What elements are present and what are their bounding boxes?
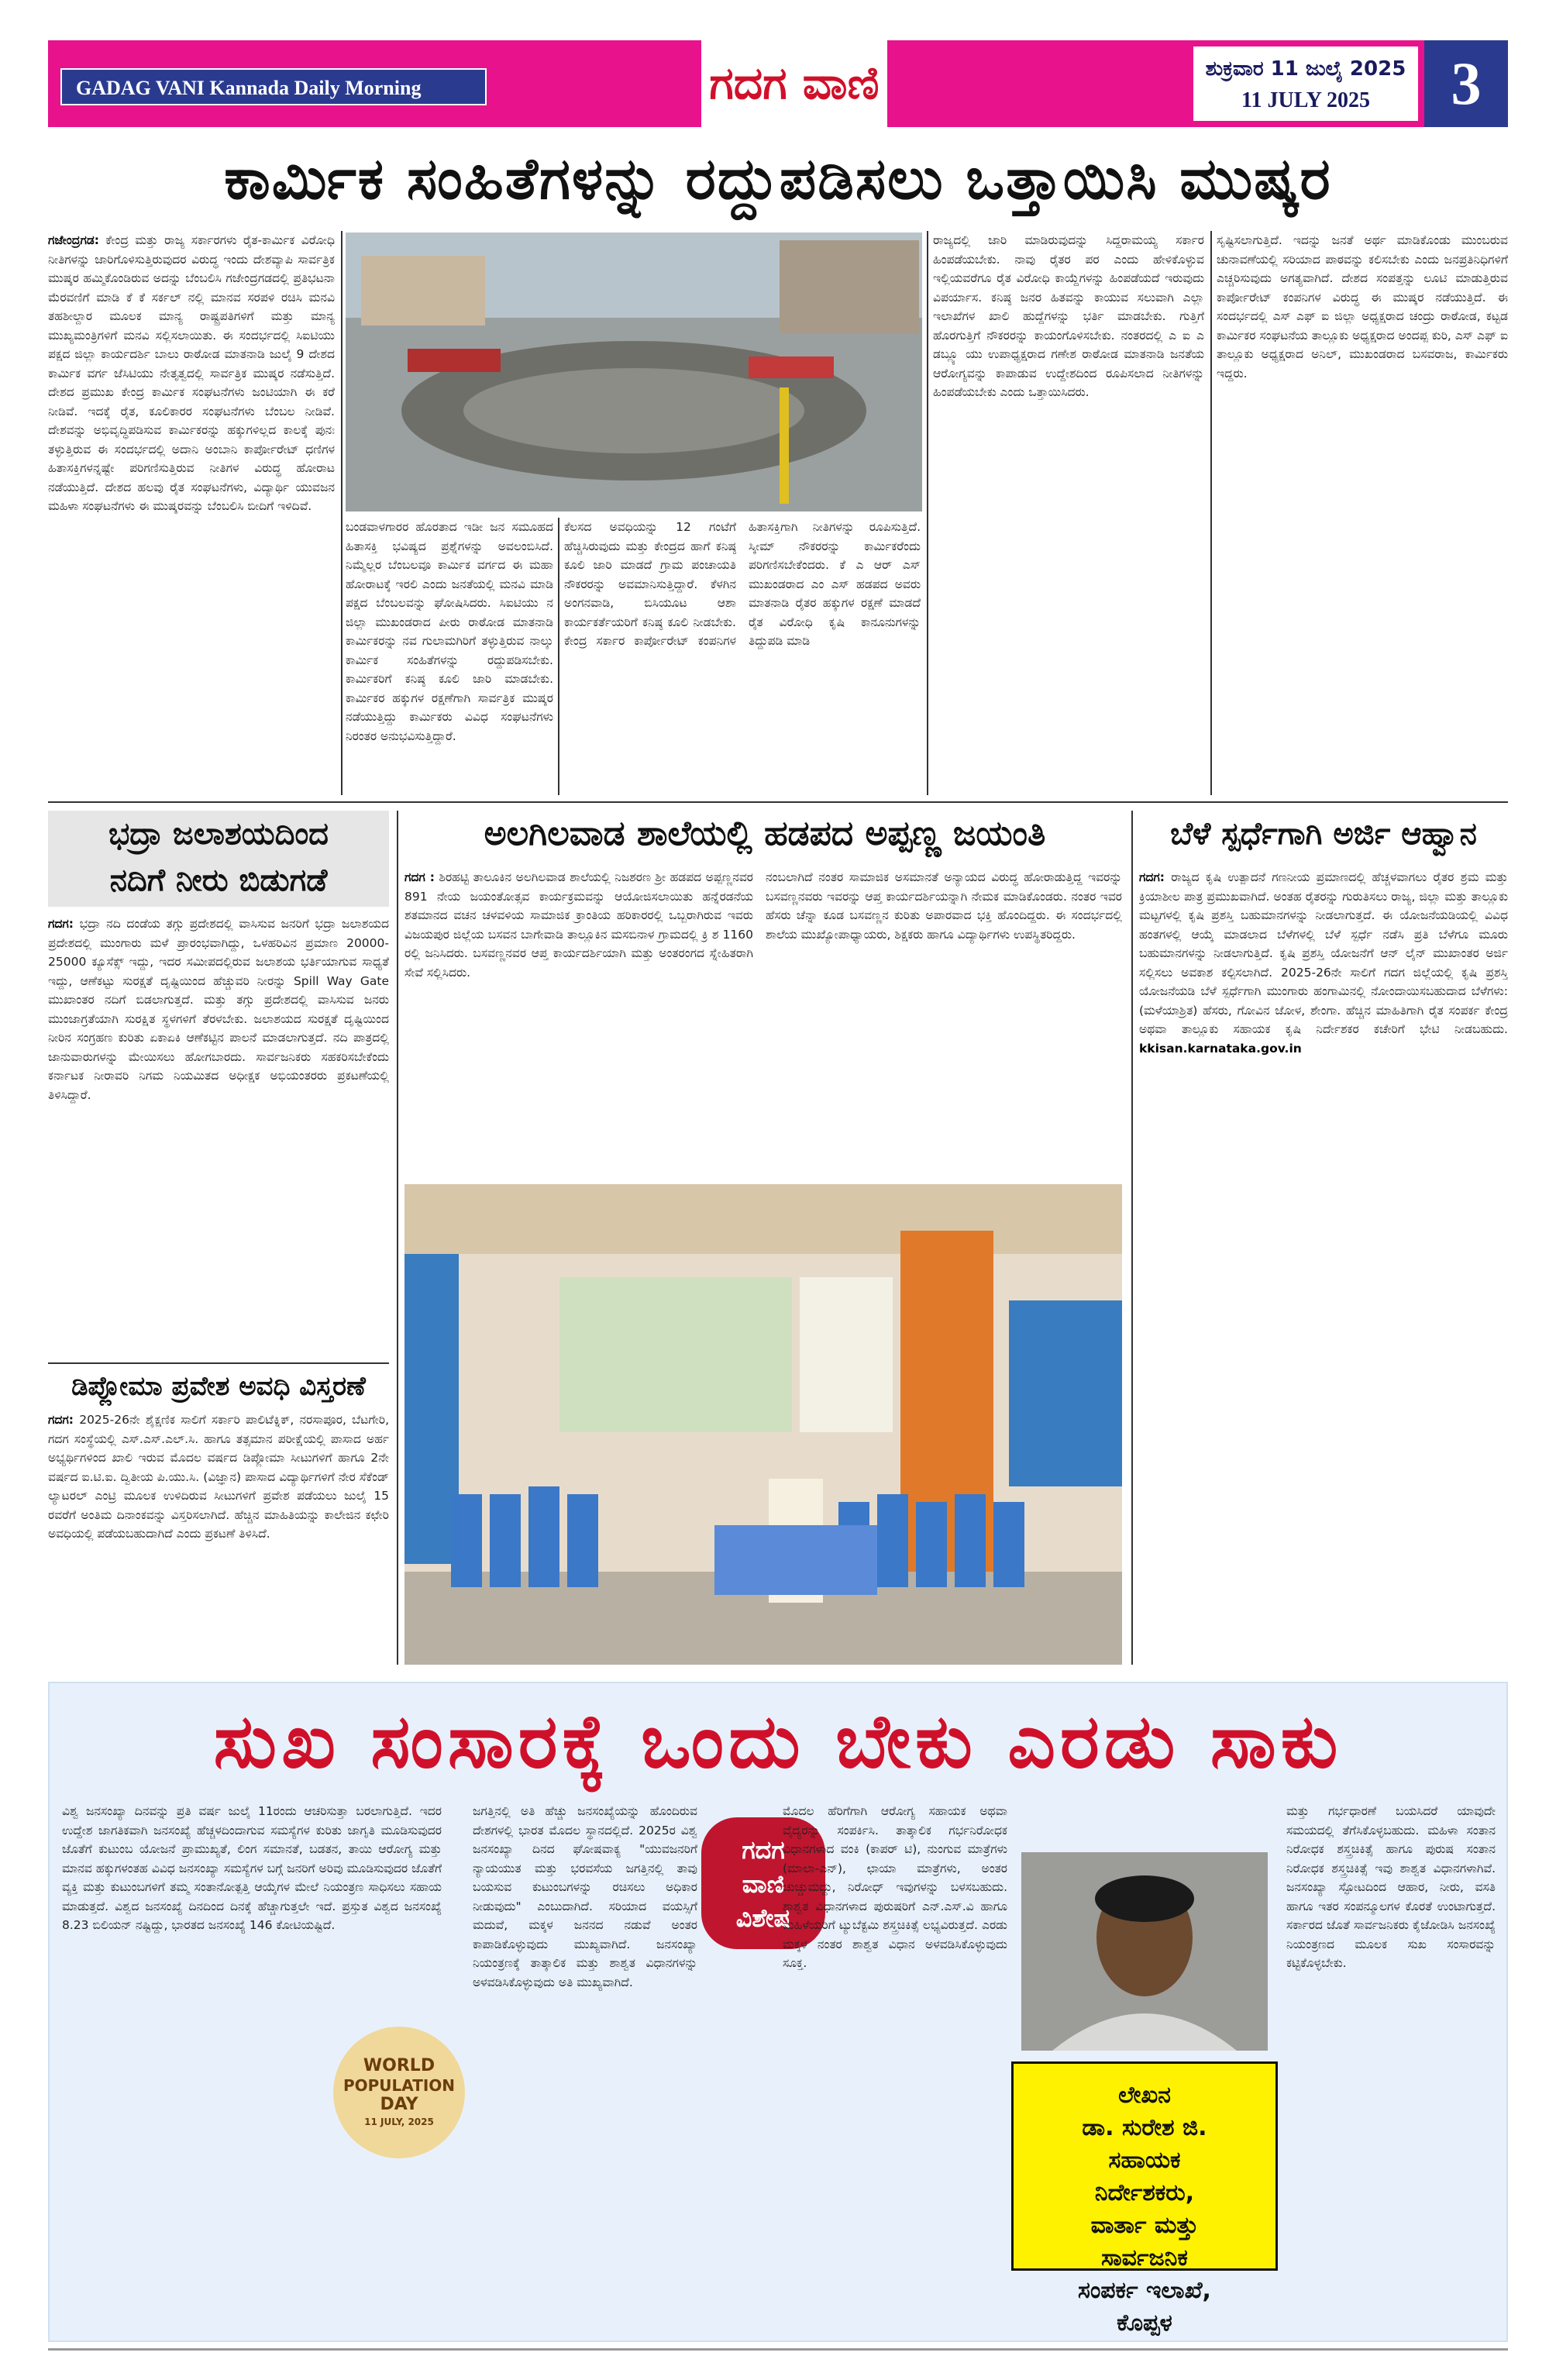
- column-divider: [927, 231, 928, 795]
- appanna-col2: ನಂಬಲಾಗಿದೆ ನಂತರ ಸಾಮಾಜಿಕ ಅಸಮಾನತೆ ಅನ್ಯಾಯದ ವಿರುದ್ಧ ಹೋರಾಡುತ್ತಿದ್ದ ಇವರನ್ನು ಬಸವಣ್ಣನವರು ಇವರನ್ನು ಆಪ್ತ ಕಾರ್ಯದರ್ಶಿಯನ್ನಾಗಿ ನೇಮಕ ಮಾಡಿಕೊಂಡರು. ನಂತರ ಇವರ ಹೆಸರು ಚೆನ್ನಾ ಕೂಡ ಬಸವಣ್ಣನ ಕುರಿತು ಅಪಾರವಾದ ಭಕ್ತಿ ಹೊಂದಿದ್ದರು. ಈ ಸಂದರ್ಭದಲ್ಲಿ ಶಾಲೆಯ ಮುಖ್ಯೋಪಾಧ್ಯಾಯರು, ಶಿಕ್ಷಕರು ಹಾಗೂ ವಿದ್ಯಾರ್ಥಿಗಳು ಉಪಸ್ಥಿತರಿದ್ದರು.: [766, 870, 1122, 942]
- wpd-line3: DAY: [380, 2095, 418, 2114]
- lead-story-col3: ಕೆಲಸದ ಅವಧಿಯನ್ನು 12 ಗಂಟೆಗೆ ಹೆಚ್ಚಿಸಿರುವುದು ಮತ್ತು ಕೇಂದ್ರದ ಹಾಗೆ ಕನಿಷ್ಠ ಕೂಲಿ ಜಾರಿ ಮಾಡದೆ ಗ್ರಾಮ ಪಂಚಾಯತಿ ನೌಕರರನ್ನು ಅವಮಾನಿಸುತ್ತಿದ್ದಾರೆ. ಕೆಳಗಿನ ಅಂಗನವಾಡಿ, ಬಿಸಿಯೂಟ ಆಶಾ ಕಾರ್ಯಕರ್ತೆಯರಿಗೆ ಕನಿಷ್ಠ ಕೂಲಿ ನೀಡಬೇಕು. ಕೇಂದ್ರ ಸರ್ಕಾರ ಕಾರ್ಪೋರೇಟ್ ಕಂಪನಿಗಳ ಹಿತಾಸಕ್ತಿಗಾಗಿ ನೀತಿಗಳನ್ನು ರೂಪಿಸುತ್ತಿದೆ. ಸ್ಕೀಮ್ ನೌಕರರನ್ನು ಕಾರ್ಮಿಕರೆಂದು ಪರಿಗಣಿಸಬೇಕೆಂದರು. ಕೆ ಎ ಆರ್ ಎಸ್ ಮುಖಂಡರಾದ ಎಂ ಎಸ್ ಹಡಪದ ಅವರು ಮಾತನಾಡಿ ರೈತರ ಹಕ್ಕುಗಳ ರಕ್ಷಣೆ ಮಾಡದೆ ರೈತ ವಿರೋಧಿ ಕೃಷಿ ಕಾನೂನುಗಳನ್ನು ತಿದ್ದುಪಡಿ ಮಾಡಿ: [564, 520, 921, 648]
- column-divider: [341, 231, 343, 795]
- appanna-col1-text: ಶಿರಹಟ್ಟಿ ತಾಲೂಕಿನ ಅಲಗಿಲವಾಡ ಶಾಲೆಯಲ್ಲಿ ನಿಜಶರಣ ಶ್ರೀ ಹಡಪದ ಅಪ್ಪಣ್ಣನವರ 891 ನೇಯ ಜಯಂತೋತ್ಸವ ಕಾರ್ಯಕ್ರಮವನ್ನು ಆಯೋಜಿಸಲಾಯಿತು ಹನ್ನೆರಡನೆಯ ಶತಮಾನದ ವಚನ ಚಳವಳಿಯ ಸಾಮಾಜಿಕ ಕ್ರಾಂತಿಯ ಹರಿಕಾರರಲ್ಲಿ ಒಬ್ಬರಾಗಿರುವ ಇವರು ವಿಜಯಪುರ ಜಿಲ್ಲೆಯ ಬಸವನ ಬಾಗೇವಾಡಿ ತಾಲ್ಲೂಕಿನ ಮಸಬಿನಾಳ ಗ್ರಾಮದಲ್ಲಿ ಕ್ರಿ ಶ 1160 ರಲ್ಲಿ ಜನಿಸಿದರು. ಬಸವಣ್ಣನವರ ಆಪ್ತ ಕಾರ್ಯದರ್ಶಿಯಾಗಿ ಮತ್ತು ಅಂತರಂಗದ ಸ್ನೇಹಿತರಾಗಿ ಸೇವೆ ಸಲ್ಲಿಸಿದರು.: [404, 870, 753, 980]
- page-number: 3: [1424, 40, 1508, 127]
- bele-body: [1139, 868, 1508, 1665]
- bhadra-body: [48, 914, 389, 1356]
- feature-col1-top: ವಿಶ್ವ ಜನಸಂಖ್ಯಾ ದಿನವನ್ನು ಪ್ರತಿ ವರ್ಷ ಜುಲೈ 11ರಂದು ಆಚರಿಸುತ್ತಾ ಬರಲಾಗುತ್ತಿದೆ. ಇದರ ಉದ್ದೇಶ ಜಾಗತಿಕವಾಗಿ ಜನಸಂಖ್ಯೆ ಹೆಚ್ಚಳದಿಂದಾಗುವ ಸಮಸ್ಯೆಗಳ ಕುರಿತು ಜಾಗೃತಿ ಮೂಡಿಸುವುದರ ಜೊತೆಗೆ ಕುಟುಂಬ ಯೋಜನೆ ಪ್ರಾಮುಖ್ಯತೆ, ಲಿಂಗ ಸಮಾನತೆ, ಬಡತನ, ತಾಯಿ ಆರೋಗ್ಯ ಮತ್ತು ಮಾನವ ಹಕ್ಕುಗಳಂತಹ ವಿವಿಧ ಜನಸಂಖ್ಯಾ ಸಮಸ್ಯೆಗಳ ಬಗ್ಗೆ ಜನರಿಗೆ ಅರಿವು ಮೂಡಿಸುವುದರ ಜೊತೆಗೆ ವ್ಯಕ್ತಿ ಮತ್ತು ಕುಟುಂಬಗಳಿಗೆ ತಮ್ಮ ಸಂತಾನೋತ್ಪತ್ತಿ ಆಯ್ಕೆಗಳ ಮೇಲೆ ನಿಯಂತ್ರಣ ಸಾಧಿಸಲು ಸಹಾಯ ಮಾಡುತ್ತದೆ. ವಿಶ್ವದ ಜನಸಂಖ್ಯೆ ದಿನದಿಂದ ದಿನಕ್ಕೆ ಹೆಚ್ಚಾಗುತ್ತಲೇ ಇದೆ. ಪ್ರಸ್ತುತ ವಿಶ್ವದ ಜನಸಂಖ್ಯೆ 8.23 ಬಿಲಿಯನ್ ನಷ್ಟಿದ್ದು, ಭಾರತದ ಜನಸಂಖ್ಯೆ 146 ಕೋಟಿಯಷ್ಟಿದೆ.: [62, 1804, 442, 1932]
- diploma-dateline: ಗದಗ:: [48, 1413, 74, 1427]
- page-footer-rule: [48, 2348, 1508, 2351]
- lead-story-col5: ಸೃಷ್ಟಿಸಲಾಗುತ್ತಿದೆ. ಇದನ್ನು ಜನತೆ ಅರ್ಥ ಮಾಡಿಕೊಂಡು ಮುಂಬರುವ ಚುನಾವಣೆಯಲ್ಲಿ ಸರಿಯಾದ ಪಾಠವನ್ನು ಕಲಿಸಬೇಕು ಎಂದು ಜನಪ್ರತಿನಿಧಿಗಳಿಗೆ ಎಚ್ಚರಿಸುವುದು ಅಗತ್ಯವಾಗಿದೆ. ದೇಶದ ಸಂಪತ್ತನ್ನು ಲೂಟಿ ಮಾಡುತ್ತಿರುವ ಕಾರ್ಪೋರೇಟ್ ಕಂಪನಿಗಳ ವಿರುದ್ಧ ಈ ಮುಷ್ಕರ ನಡೆಯುತ್ತಿದೆ. ಈ ಸಂದರ್ಭದಲ್ಲಿ ಎಸ್ ಎಫ್ ಐ ಜಿಲ್ಲಾ ಅಧ್ಯಕ್ಷರಾದ ಚಂದ್ರು ರಾಠೋಡ, ಕಟ್ಟಡ ಕಾರ್ಮಿಕರ ಸಂಘಟನೆಯ ತಾಲ್ಲೂಕು ಅಧ್ಯಕ್ಷರಾದ ಅಂದಪ್ಪ ಕುರಿ, ಎಸ್ ಎಫ್ ಐ ತಾಲ್ಲೂಕು ಅಧ್ಯಕ್ಷರಾದ ಅನಿಲ್, ಮುಖಂಡರಾದ ಬಸವರಾಜ, ಕಾರ್ಮಿಕರು ಇದ್ದರು.: [1217, 233, 1508, 381]
- bhadra-dateline: ಗದಗ:: [48, 917, 74, 931]
- badge-line3: ವಿಶೇಷ: [735, 1903, 791, 1933]
- world-population-day-badge: [333, 2027, 465, 2158]
- feature-col4: ಮತ್ತು ಗರ್ಭಧಾರಣೆ ಬಯಸಿದರೆ ಯಾವುದೇ ಸಮಯದಲ್ಲಿ ತೆಗೆಸಿಕೊಳ್ಳಬಹುದು. ಮಹಿಳಾ ಸಂತಾನ ನಿರೋಧಕ ಶಸ್ತ್ರಚಿಕಿತ್ಸೆ ಹಾಗೂ ಪುರುಷ ಸಂತಾನ ನಿರೋಧಕ ಶಸ್ತ್ರಚಿಕಿತ್ಸೆ ಇವು ಶಾಶ್ವತ ವಿಧಾನಗಳಾಗಿವೆ. ಜನಸಂಖ್ಯಾ ಸ್ಫೋಟದಿಂದ ಆಹಾರ, ನೀರು, ವಸತಿ ಹಾಗೂ ಇತರ ಸಂಪನ್ಮೂಲಗಳ ಕೊರತೆ ಉಂಟಾಗುತ್ತದೆ. ಸರ್ಕಾರದ ಜೊತೆ ಸಾರ್ವಜನಿಕರು ಕೈಜೋಡಿಸಿ ಜನಸಂಖ್ಯೆ ನಿಯಂತ್ರಣದ ಮೂಲಕ ಸುಖ ಸಂಸಾರವನ್ನು ಕಟ್ಟಿಕೊಳ್ಳಬೇಕು.: [1286, 1804, 1496, 1970]
- bele-dateline: ಗದಗ:: [1139, 870, 1165, 884]
- column-divider: [1131, 811, 1133, 1665]
- author-role-3: ವಾರ್ತಾ ಮತ್ತು: [1090, 2212, 1199, 2239]
- date-english: 11 JULY 2025: [1241, 88, 1370, 112]
- wpd-date: 11 JULY, 2025: [364, 2117, 434, 2127]
- author-role-4: ಸಾರ್ವಜನಿಕ: [1101, 2244, 1188, 2272]
- diploma-text: 2025-26ನೇ ಶೈಕ್ಷಣಿಕ ಸಾಲಿಗೆ ಸರ್ಕಾರಿ ಪಾಲಿಟೆಕ್ನಿಕ್, ನರಸಾಪೂರ, ಬೆಟಗೇರಿ, ಗದಗ ಸಂಸ್ಥೆಯಲ್ಲಿ ಎಸ್.ಎಸ್.ಎಲ್.ಸಿ. ಹಾಗೂ ತತ್ಸಮಾನ ಪರೀಕ್ಷೆಯಲ್ಲಿ ಪಾಸಾದ ಅರ್ಹ ಅಭ್ಯರ್ಥಿಗಳಿಂದ ಖಾಲಿ ಇರುವ ಮೊದಲ ವರ್ಷದ ಡಿಪ್ಲೋಮಾ ಸೀಟುಗಳಿಗೆ ಹಾಗೂ 2ನೇ ವರ್ಷದ ಐ.ಟಿ.ಐ. ದ್ವಿತೀಯ ಪಿ.ಯು.ಸಿ. (ವಿಜ್ಞಾನ) ಪಾಸಾದ ವಿದ್ಯಾರ್ಥಿಗಳಿಗೆ ನೇರ ಸೆಕೆಂಡ್ ಲ್ಯಾಟರಲ್ ಎಂಟ್ರಿ ಮೂಲಕ ಉಳಿದಿರುವ ಸೀಟುಗಳಿಗೆ ಪ್ರವೇಶ ಪಡೆಯಲು ಜುಲೈ 15 ರವರೆಗೆ ಅಂತಿಮ ದಿನಾಂಕವನ್ನು ವಿಸ್ತರಿಸಲಾಗಿದೆ. ಹೆಚ್ಚಿನ ಮಾಹಿತಿಯನ್ನು ಕಾಲೇಜಿನ ಕಛೇರಿ ಅವಧಿಯಲ್ಲಿ ಪಡೆಯಬಹುದಾಗಿದೆ ಎಂದು ಪ್ರಕಟಣೆ ತಿಳಿಸಿದೆ.: [48, 1413, 389, 1541]
- feature-headline: ಸುಖ ಸಂಸಾರಕ್ಕೆ ಒಂದು ಬೇಕು ಎರಡು ಸಾಕು: [213, 1698, 1343, 1785]
- column-divider: [397, 811, 398, 1665]
- author-photo: [1021, 1852, 1268, 2051]
- author-credit-box: [1011, 2061, 1278, 2337]
- bele-website: kkisan.karnataka.gov.in: [1139, 1041, 1302, 1056]
- author-role-5: ಸಂಪರ್ಕ ಇಲಾಖೆ,: [1078, 2277, 1211, 2304]
- lead-story-col1: [48, 231, 335, 795]
- bhadra-headline-line2: ನದಿಗೆ ನೀರು ಬಿಡುಗಡೆ: [109, 863, 328, 898]
- column-divider: [558, 518, 559, 795]
- bhadra-headline: [48, 811, 389, 907]
- bhadra-headline-line1: ಭದ್ರಾ ಜಲಾಶಯದಿಂದ: [108, 816, 329, 852]
- appanna-dateline: ಗದಗ :: [404, 870, 435, 884]
- author-role-6: ಕೊಪ್ಪಳ: [1117, 2309, 1172, 2337]
- wpd-line1: WORLD: [363, 2056, 435, 2075]
- protest-photo-image: [346, 232, 922, 511]
- lead-story-col2: ಬಂಡವಾಳಗಾರರ ಹೊರತಾದ ಇಡೀ ಜನ ಸಮೂಹದ ಹಿತಾಸಕ್ತಿ ಭವಿಷ್ಯದ ಪ್ರಶ್ನೆಗಳನ್ನು ಅವಲಂಬಿಸಿದೆ. ನಿಮ್ಮೆಲ್ಲರ ಬೆಂಬಲವೂ ಕಾರ್ಮಿಕ ವರ್ಗದ ಈ ಮಹಾ ಹೋರಾಟಕ್ಕೆ ಇರಲಿ ಎಂದು ಜನತೆಯಲ್ಲಿ ಮನವಿ ಮಾಡಿ ಪಕ್ಷದ ಬೆಂಬಲವನ್ನು ಘೋಷಿಸಿದರು. ಸಿಐಟಿಯು ನ ಜಿಲ್ಲಾ ಮುಖಂಡರಾದ ಪೀರು ರಾಠೋಡ ಮಾತನಾಡಿ ಕಾರ್ಮಿಕರನ್ನು ನವ ಗುಲಾಮಗಿರಿಗೆ ತಳ್ಳುತ್ತಿರುವ ನಾಲ್ಕು ಕಾರ್ಮಿಕ ಸಂಹಿತೆಗಳನ್ನು ರದ್ದುಪಡಿಸಬೇಕು. ಕಾರ್ಮಿಕರಿಗೆ ಕನಿಷ್ಠ ಕೂಲಿ ಜಾರಿ ಮಾಡಬೇಕು. ಕಾರ್ಮಿಕರ ಹಕ್ಕುಗಳ ರಕ್ಷಣೆಗಾಗಿ ಸಾರ್ವತ್ರಿಕ ಮುಷ್ಕರ ನಡೆಯುತ್ತಿದ್ದು ಕಾರ್ಮಿಕರು ವಿವಿಧ ಸಂಘಟನೆಗಳು ನಿರಂತರ ಅನುಭವಿಸುತ್ತಿದ್ದಾರೆ.: [346, 520, 553, 743]
- masthead-left-label: GADAG VANI Kannada Daily Morning: [60, 68, 487, 105]
- badge-line2: ವಾಣಿ: [742, 1869, 785, 1899]
- newspaper-logo: [701, 40, 887, 127]
- diploma-body: [48, 1410, 389, 1665]
- author-role-2: ನಿರ್ದೇಶಕರು,: [1094, 2179, 1195, 2206]
- feature-col3: ಮೊದಲ ಹೆರಿಗೆಗಾಗಿ ಆರೋಗ್ಯ ಸಹಾಯಕ ಅಥವಾ ವೈದ್ಯರನ್ನು ಸಂಪರ್ಕಿಸಿ. ತಾತ್ಕಾಲಿಕ ಗರ್ಭನಿರೋಧಕ ವಿಧಾನಗಳಾದ ವಂಕಿ (ಕಾಪರ್ ಟಿ), ನುಂಗುವ ಮಾತ್ರೆಗಳು (ಮಾಲಾ-ಎನ್), ಛಾಯಾ ಮಾತ್ರೆಗಳು, ಅಂತರ ಚುಚ್ಚುಮದ್ದು, ನಿರೋಧ್ ಇವುಗಳನ್ನು ಬಳಸಬಹುದು. ಶಾಶ್ವತ ವಿಧಾನಗಳಾದ ಪುರುಷರಿಗೆ ಎನ್.ಎಸ್.ವಿ ಹಾಗೂ ಮಹಿಳೆಯರಿಗೆ ಟ್ಯುಬೆಕ್ಟಮಿ ಶಸ್ತ್ರಚಿಕಿತ್ಸೆ ಲಭ್ಯವಿರುತ್ತದೆ. ಎರಡು ಮಕ್ಕಳ ನಂತರ ಶಾಶ್ವತ ವಿಧಾನ ಅಳವಡಿಸಿಕೊಳ್ಳುವುದು ಸೂಕ್ತ.: [783, 1804, 1007, 1970]
- logo-text: ಗದಗ ವಾಣಿ: [709, 57, 880, 109]
- lead-story-col4: ರಾಜ್ಯದಲ್ಲಿ ಜಾರಿ ಮಾಡಿರುವುದನ್ನು ಸಿದ್ದರಾಮಯ್ಯ ಸರ್ಕಾರ ಹಿಂಪಡೆಯಬೇಕು. ನಾವು ರೈತರ ಪರ ಎಂದು ಹೇಳಿಕೊಳ್ಳುವ ಇಲ್ಲಿಯವರೆಗೂ ರೈತ ವಿರೋಧಿ ಕಾಯ್ದೆಗಳನ್ನು ಹಿಂಪಡೆಯದೆ ಇರುವುದು ವಿಪರ್ಯಾಸ. ಕನಿಷ್ಠ ಜನರ ಹಿತವನ್ನು ಕಾಯುವ ಸಲುವಾಗಿ ಎಲ್ಲಾ ಇಲಾಖೆಗಳ ಖಾಲಿ ಹುದ್ದೆಗಳನ್ನು ಭರ್ತಿ ಮಾಡಬೇಕು. ಗುತ್ತಿಗೆ ಹೊರಗುತ್ತಿಗೆ ನೌಕರರನ್ನು ಕಾಯಂಗೊಳಿಸಬೇಕು. ನಂತರದಲ್ಲಿ ಎ ಐ ಎ ಡಬ್ಲ್ಯೂ ಯು ಉಪಾಧ್ಯಕ್ಷರಾದ ಗಣೇಶ ರಾಠೋಡ ಮಾತನಾಡಿ ಜನತೆಯ ಆರೋಗ್ಯವನ್ನು ಕಾಪಾಡುವ ಉದ್ದೇಶದಿಂದ ರೂಪಿಸಲಾದ ನೀತಿಗಳನ್ನು ಹಿಂಪಡೆಯಬೇಕು ಎಂದು ಒತ್ತಾಯಿಸಿದರು.: [933, 233, 1204, 399]
- bele-headline: ಬೆಳೆ ಸ್ಪರ್ಧೆಗಾಗಿ ಅರ್ಜಿ ಆಹ್ವಾನ: [1170, 816, 1477, 852]
- bele-text: ರಾಜ್ಯದ ಕೃಷಿ ಉತ್ಪಾದನೆ ಗಣನೀಯ ಪ್ರಮಾಣದಲ್ಲಿ ಹೆಚ್ಚಳವಾಗಲು ರೈತರ ಶ್ರಮ ಮತ್ತು ಕ್ರಿಯಾಶೀಲ ಪಾತ್ರ ಪ್ರಮುಖವಾಗಿದೆ. ಅಂತಹ ರೈತರನ್ನು ಗುರುತಿಸಲು ರಾಜ್ಯ, ಜಿಲ್ಲಾ ಮತ್ತು ತಾಲ್ಲೂಕು ಮಟ್ಟಗಳಲ್ಲಿ ಕೃಷಿ ಪ್ರಶಸ್ತಿ ಬಹುಮಾನಗಳನ್ನು ನೀಡಲಾಗುತ್ತದೆ. ಈ ಯೋಜನೆಯಡಿಯಲ್ಲಿ ವಿವಿಧ ಹಂತಗಳಲ್ಲಿ ಆಯ್ಕೆ ಮಾಡಲಾದ ಬೆಳೆಗಳಲ್ಲಿ ಬೆಳೆ ಸ್ಪರ್ಧೆ ನಡೆಸಿ ಪ್ರತಿ ಬೆಳೆಗೂ ಮೂರು ಬಹುಮಾನಗಳನ್ನು ನೀಡಲಾಗುತ್ತಿದೆ. ಕೃಷಿ ಪ್ರಶಸ್ತಿ ಯೋಜನೆಗೆ ಆನ್ ಲೈನ್ ಮುಖಾಂತರ ಅರ್ಜಿ ಸಲ್ಲಿಸಲು ಅವಕಾಶ ಕಲ್ಪಿಸಲಾಗಿದೆ. 2025-26ನೇ ಸಾಲಿಗೆ ಗದಗ ಜಿಲ್ಲೆಯಲ್ಲಿ ಕೃಷಿ ಪ್ರಶಸ್ತಿ ಯೋಜನೆಯಡಿ ಬೆಳೆ ಸ್ಪರ್ಧೆಗಾಗಿ ಮುಂಗಾರು ಹಂಗಾಮಿನಲ್ಲಿ ನೋಂದಾಯಿಸಬಹುದಾದ ಬೆಳೆಗಳು: (ಮಳೆಯಾಶ್ರಿತ) ಹೆಸರು, ಗೋವಿನ ಜೋಳ, ಶೇಂಗಾ. ಹೆಚ್ಚಿನ ಮಾಹಿತಿಗಾಗಿ ರೈತ ಸಂಪರ್ಕ ಕೇಂದ್ರ ಅಥವಾ ತಾಲ್ಲೂಕು ಸಹಾಯಕ ಕೃಷಿ ನಿರ್ದೇಶಕರ ಕಚೇರಿಗೆ ಭೇಟಿ ನೀಡಬಹುದು.: [1139, 870, 1508, 1036]
- date-box: [1193, 46, 1418, 121]
- lead-dateline: ಗಜೇಂದ್ರಗಡ:: [48, 233, 99, 247]
- badge-line1: ಗದಗ: [742, 1835, 785, 1865]
- diploma-headline: ಡಿಪ್ಲೋಮಾ ಪ್ರವೇಶ ಅವಧಿ ವಿಸ್ತರಣೆ: [71, 1371, 366, 1402]
- feature-col1-bottom: [62, 2027, 325, 2337]
- lead-headline: ಕಾರ್ಮಿಕ ಸಂಹಿತೆಗಳನ್ನು ರದ್ದುಪಡಿಸಲು ಒತ್ತಾಯಿಸಿ ಮುಷ್ಕರ: [224, 146, 1332, 212]
- school-photo: [404, 1184, 1122, 1665]
- author-portrait-image: [1021, 1852, 1268, 2051]
- author-label: ಲೇಖನ: [1118, 2082, 1171, 2109]
- section-divider: [48, 1362, 389, 1364]
- section-divider: [48, 801, 1508, 803]
- bhadra-text: ಭದ್ರಾ ನದಿ ದಂಡೆಯ ತಗ್ಗು ಪ್ರದೇಶದಲ್ಲಿ ವಾಸಿಸುವ ಜನರಿಗೆ ಭದ್ರಾ ಜಲಾಶಯದ ಪ್ರದೇಶದಲ್ಲಿ ಮುಂಗಾರು ಮಳೆ ಪ್ರಾರಂಭವಾಗಿದ್ದು, ಒಳಹರಿವಿನ ಪ್ರಮಾಣ 20000-25000 ಕ್ಯೂಸೆಕ್ಸ್ ಇದ್ದು, ಇದರ ಸಮೀಪದಲ್ಲಿರುವ ಜಲಾಶಯ ಭರ್ತಿಯಾಗುವ ಸಾಧ್ಯತೆ ಇದ್ದು, ಆಣೆಕಟ್ಟು ಸುರಕ್ಷತೆ ದೃಷ್ಟಿಯಿಂದ ಹೆಚ್ಚುವರಿ ನೀರನ್ನು Spill Way Gate ಮುಖಾಂತರ ನದಿಗೆ ಬಿಡಲಾಗುತ್ತದೆ. ಮತ್ತು ತಗ್ಗು ಪ್ರದೇಶದಲ್ಲಿ ವಾಸಿಸುವ ಜನರು ಮುಂಜಾಗ್ರತೆಯಾಗಿ ಸುರಕ್ಷಿತ ಸ್ಥಳಗಳಿಗೆ ತೆರಳಬೇಕು. ಜಲಾಶಯದ ಸುರಕ್ಷತೆ ದೃಷ್ಟಿಯಿಂದ ನೀರಿನ ಸಂಗ್ರಹಣ ಕುರಿತು ಏಕಾಏಕಿ ಆಣೆಕಟ್ಟಿನ ಪಾಲನೆ ಮಾಡಲಾಗುತ್ತದೆ. ನದಿ ಪಾತ್ರದಲ್ಲಿ ಜಾನುವಾರುಗಳನ್ನು ಮೇಯಿಸಲು ಹೋಗಬಾರದು. ಸಾರ್ವಜನಿಕರು ಸಹಕರಿಸಬೇಕೆಂದು ಕರ್ನಾಟಕ ನೀರಾವರಿ ನಿಗಮ ನಿಯಮಿತದ ಅಧೀಕ್ಷಕ ಅಭಿಯಂತರರು ಪ್ರಕಟಣೆಯಲ್ಲಿ ತಿಳಿಸಿದ್ದಾರೆ.: [48, 917, 389, 1102]
- author-role-1: ಸಹಾಯಕ: [1108, 2147, 1181, 2174]
- column-divider: [1210, 231, 1212, 795]
- protest-photo: [346, 232, 922, 511]
- school-photo-image: [404, 1184, 1122, 1665]
- lead-col1-text: ಕೇಂದ್ರ ಮತ್ತು ರಾಜ್ಯ ಸರ್ಕಾರಗಳು ರೈತ-ಕಾರ್ಮಿಕ ವಿರೋಧಿ ನೀತಿಗಳನ್ನು ಜಾರಿಗೊಳಿಸುತ್ತಿರುವುದರ ವಿರುದ್ಧ ಇಂದು ದೇಶವ್ಯಾಪಿ ಸಾರ್ವತ್ರಿಕ ಮುಷ್ಕರ ಹಮ್ಮಿಕೊಂಡಿರುವ ಅದನ್ನು ಬೆಂಬಲಿಸಿ ಗಜೇಂದ್ರಗಡದಲ್ಲಿ ಪ್ರತಿಭಟನಾ ಮೆರವಣಿಗೆ ಮಾಡಿ ಕೆ ಕೆ ಸರ್ಕಲ್ ನಲ್ಲಿ ಮಾನವ ಸರಪಳಿ ರಚಿಸಿ ಮನವಿ ತಹಶೀಲ್ದಾರ ಮೂಲಕ ಮಾನ್ಯ ರಾಷ್ಟ್ರಪತಿಗಳಿಗೆ ಮತ್ತು ಮಾನ್ಯ ಮುಖ್ಯಮಂತ್ರಿಗಳಿಗೆ ಮನವಿ ಸಲ್ಲಿಸಲಾಯಿತು. ಈ ಸಂದರ್ಭದಲ್ಲಿ ಸಿಐಟಿಯು ಪಕ್ಷದ ಜಿಲ್ಲಾ ಕಾರ್ಯದರ್ಶಿ ಬಾಲು ರಾಠೋಡ ಮಾತನಾಡಿ ಜುಲೈ 9 ದೇಶದ ಕಾರ್ಮಿಕ ವರ್ಗ ಜೆಸಿಟಿಯು ನೇತೃತ್ವದಲ್ಲಿ ಸಾರ್ವತ್ರಿಕ ಮುಷ್ಕರ ನಡೆಸುತ್ತಿದೆ. ದೇಶದ ಪ್ರಮುಖ ಕೇಂದ್ರ ಕಾರ್ಮಿಕ ಸಂಘಟನೆಗಳು ಜಂಟಿಯಾಗಿ ಈ ಕರೆ ನೀಡಿವೆ. ಇದಕ್ಕೆ ರೈತ, ಕೂಲಿಕಾರರ ಸಂಘಟನೆಗಳು ಬೆಂಬಲ ನೀಡಿವೆ. ದೇಶವನ್ನು ಅಭಿವೃದ್ಧಿಪಡಿಸುವ ಕಾರ್ಮಿಕರನ್ನು ಹಕ್ಕುಗಳಿಲ್ಲದ ಕಾಲಕ್ಕೆ ಪುನಃ ತಳ್ಳುತ್ತಿರುವ ಈ ಸಂದರ್ಭದಲ್ಲಿ ಅದಾನಿ ಅಂಬಾನಿ ಕಾರ್ಪೋರೇಟ್ ಧಣಿಗಳ ಹಿತಾಸಕ್ತಿಗಳನ್ನಷ್ಟೇ ಪರಿಗಣಿಸುತ್ತಿರುವ ನೀತಿಗಳ ವಿರುದ್ಧ ಹೋರಾಟ ನಡೆಯುತ್ತಿದೆ. ದೇಶದ ಹಲವು ರೈತ ಸಂಘಟನೆಗಳು, ವಿದ್ಯಾರ್ಥಿ ಯುವಜನ ಮಹಿಳಾ ಸಂಘಟನೆಗಳು ಈ ಮುಷ್ಕರವನ್ನು ಬೆಂಬಲಿಸಿ ಬೀದಿಗೆ ಇಳಿದಿವೆ.: [48, 233, 335, 513]
- appanna-col1: [404, 868, 753, 1178]
- wpd-line2: POPULATION: [343, 2076, 456, 2095]
- appanna-headline: ಅಲಗಿಲವಾಡ ಶಾಲೆಯಲ್ಲಿ ಹಡಪದ ಅಪ್ಪಣ್ಣ ಜಯಂತಿ: [484, 814, 1046, 853]
- date-kannada: ಶುಕ್ರವಾರ 11 ಜುಲೈ 2025: [1205, 57, 1406, 81]
- feature-col2: ಜಗತ್ತಿನಲ್ಲಿ ಅತಿ ಹೆಚ್ಚು ಜನಸಂಖ್ಯೆಯನ್ನು ಹೊಂದಿರುವ ದೇಶಗಳಲ್ಲಿ ಭಾರತ ಮೊದಲ ಸ್ಥಾನದಲ್ಲಿದೆ. 2025ರ ವಿಶ್ವ ಜನಸಂಖ್ಯಾ ದಿನದ ಘೋಷವಾಕ್ಯ "ಯುವಜನರಿಗೆ ನ್ಯಾಯಯುತ ಮತ್ತು ಭರವಸೆಯ ಜಗತ್ತಿನಲ್ಲಿ ತಾವು ಬಯಸುವ ಕುಟುಂಬಗಳನ್ನು ರಚಿಸಲು ಅಧಿಕಾರ ನೀಡುವುದು" ಎಂಬುದಾಗಿದೆ. ಸರಿಯಾದ ವಯಸ್ಸಿಗೆ ಮದುವೆ, ಮಕ್ಕಳ ಜನನದ ನಡುವೆ ಅಂತರ ಕಾಪಾಡಿಕೊಳ್ಳುವುದು ಮುಖ್ಯವಾಗಿದೆ. ಜನಸಂಖ್ಯಾ ನಿಯಂತ್ರಣಕ್ಕೆ ತಾತ್ಕಾಲಿಕ ಮತ್ತು ಶಾಶ್ವತ ವಿಧಾನಗಳನ್ನು ಅಳವಡಿಸಿಕೊಳ್ಳುವುದು ಅತಿ ಮುಖ್ಯವಾಗಿದೆ.: [473, 1804, 697, 1989]
- author-name: ಡಾ. ಸುರೇಶ ಜಿ.: [1082, 2114, 1207, 2141]
